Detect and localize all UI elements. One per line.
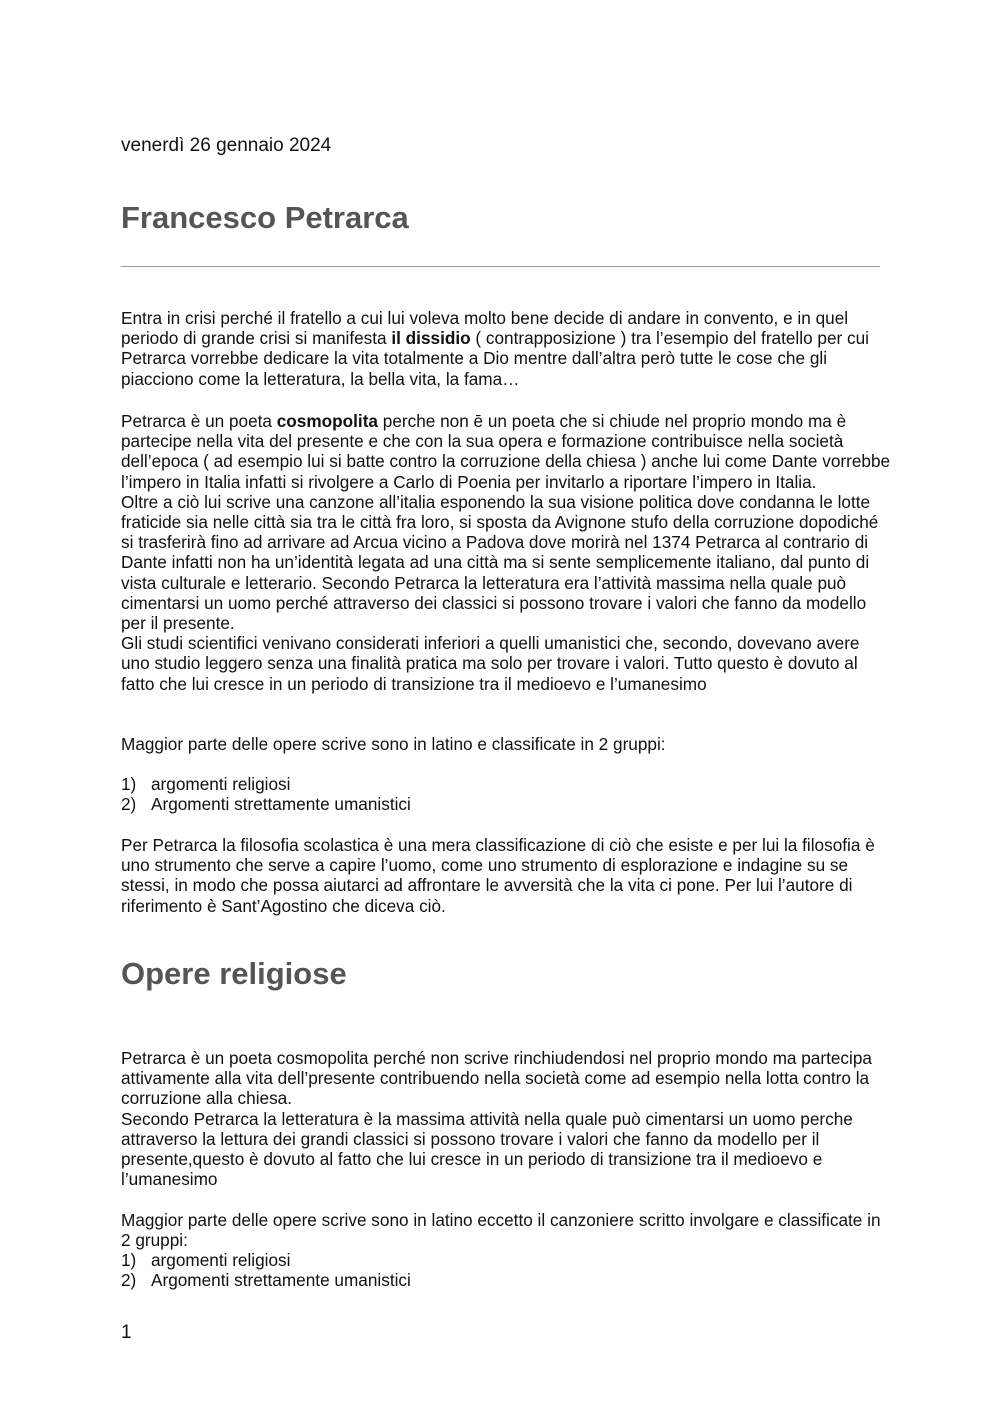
document-date: venerdì 26 gennaio 2024 xyxy=(121,135,332,156)
bold-term-cosmopolita: cosmopolita xyxy=(276,411,378,431)
page-title: Francesco Petrarca xyxy=(121,200,409,235)
list-number: 1) xyxy=(121,774,137,794)
list-item-text: argomenti religiosi xyxy=(151,1250,291,1270)
paragraph-text: Entra in crisi perché il fratello a cui lui voleva molto bene decide di andare in convento, e in quel periodo di grande crisi si manifesta xyxy=(121,308,849,349)
paragraph-group-cosmopolita xyxy=(121,411,891,694)
paragraph-crisis xyxy=(121,308,891,389)
paragraph-works-intro: Maggior parte delle opere scrive sono in latino e classificate in 2 gruppi: xyxy=(121,734,666,754)
works-list-2 xyxy=(121,1250,881,1290)
list-item-text: argomenti religiosi xyxy=(151,774,291,794)
paragraph-politics: Oltre a ciò lui scrive una canzone all’italia esponendo la sua visione politica dove condanna le lotte fraticide sia nelle città sia tra le città fra loro, si sposta da Avignone stufo della corruzione dopodiché si trasferirà fino ad arrivare ad Arcua vicino a Padova dove morirà nel 1374 Petrarca al contrario di Dante infatti non ha un’identità legata ad una città ma si sente semplicemente italiano, dal punto di vista culturale e letterario. Secondo Petrarca la letteratura era l’attività massima nella quale può cimentarsi un uomo perché attraverso dei classici si possono trovare i valori che fanno da modello per il presente. xyxy=(121,491,879,634)
paragraph-group-religious xyxy=(121,1048,891,1189)
list-item-text: Argomenti strettamente umanistici xyxy=(151,1270,411,1291)
paragraph-text: ( contrapposizione ) tra l’esempio del fratello per cui Petrarca vorrebbe dedicare la vita totalmente a Dio mentre dall’altra però tutte le cose che gli piacciono come la letteratura, la bella vita, la fama… xyxy=(121,328,869,389)
paragraph-text: perche non ē un poeta che si chiude nel proprio mondo ma è partecipe nella vita del presente e che con la sua opera e formazione contribuisce nella società dell’epoca ( ad esempio lui si batte contro la corruzione della chiesa ) anche lui come Dante vorrebbe l’impero in Italia infatti si rivolgere a Carlo di Poenia per invitarlo a riportare l’impero in Italia. xyxy=(121,411,891,492)
list-item xyxy=(121,774,881,794)
paragraph-works-intro-2: Maggior parte delle opere scrive sono in latino eccetto il canzoniere scritto involgare e classificate in 2 gruppi: xyxy=(121,1210,881,1251)
list-number: 2) xyxy=(121,794,137,815)
list-number: 1) xyxy=(121,1250,137,1270)
list-item xyxy=(121,1250,881,1270)
list-item xyxy=(121,794,881,814)
title-divider xyxy=(121,266,880,267)
list-number: 2) xyxy=(121,1270,137,1291)
bold-term-dissidio: il dissidio xyxy=(391,328,471,349)
section-heading: Opere religiose xyxy=(121,956,347,991)
paragraph-literature: Secondo Petrarca la letteratura è la massima attività nella quale può cimentarsi un uomo perche attraverso la lettura dei grandi classici si possono trovare i valori che fanno da modello per il presente,questo è dovuto al fatto che lui cresce in un periodo di transizione tra il medioevo e l’umanesimo xyxy=(121,1108,853,1190)
paragraph-text: Petrarca è un poeta xyxy=(121,411,277,431)
paragraph-cosmopolita-2: Petrarca è un poeta cosmopolita perché non scrive rinchiudendosi nel proprio mondo ma partecipa attivamente alla vita dell’presente contribuendo nella società come ad esempio nella lotta contro la corruzione alla chiesa. xyxy=(121,1048,872,1109)
works-list xyxy=(121,774,881,814)
paragraph-studies: Gli studi scientifici venivano considerati inferiori a quelli umanistici che, secondo, dovevano avere uno studio leggero senza una finalità pratica ma solo per trovare i valori. Tutto questo è dovuto al fatto che lui cresce in un periodo di transizione tra il medioevo e l’umanesimo xyxy=(121,633,860,694)
paragraph-cosmopolita xyxy=(121,411,891,492)
page-number: 1 xyxy=(121,1322,132,1343)
list-item-text: Argomenti strettamente umanistici xyxy=(151,794,411,815)
list-item xyxy=(121,1270,881,1290)
paragraph-philosophy: Per Petrarca la filosofia scolastica è una mera classificazione di ciò che esiste e per lui la filosofia è uno strumento che serve a capire l’uomo, come uno strumento di esplorazione e indagine su se stessi, in modo che possa aiutarci ad affrontare le avversità che la vita ci pone. Per lui l’autore di riferimento è Sant’Agostino che diceva ciò. xyxy=(121,835,875,916)
